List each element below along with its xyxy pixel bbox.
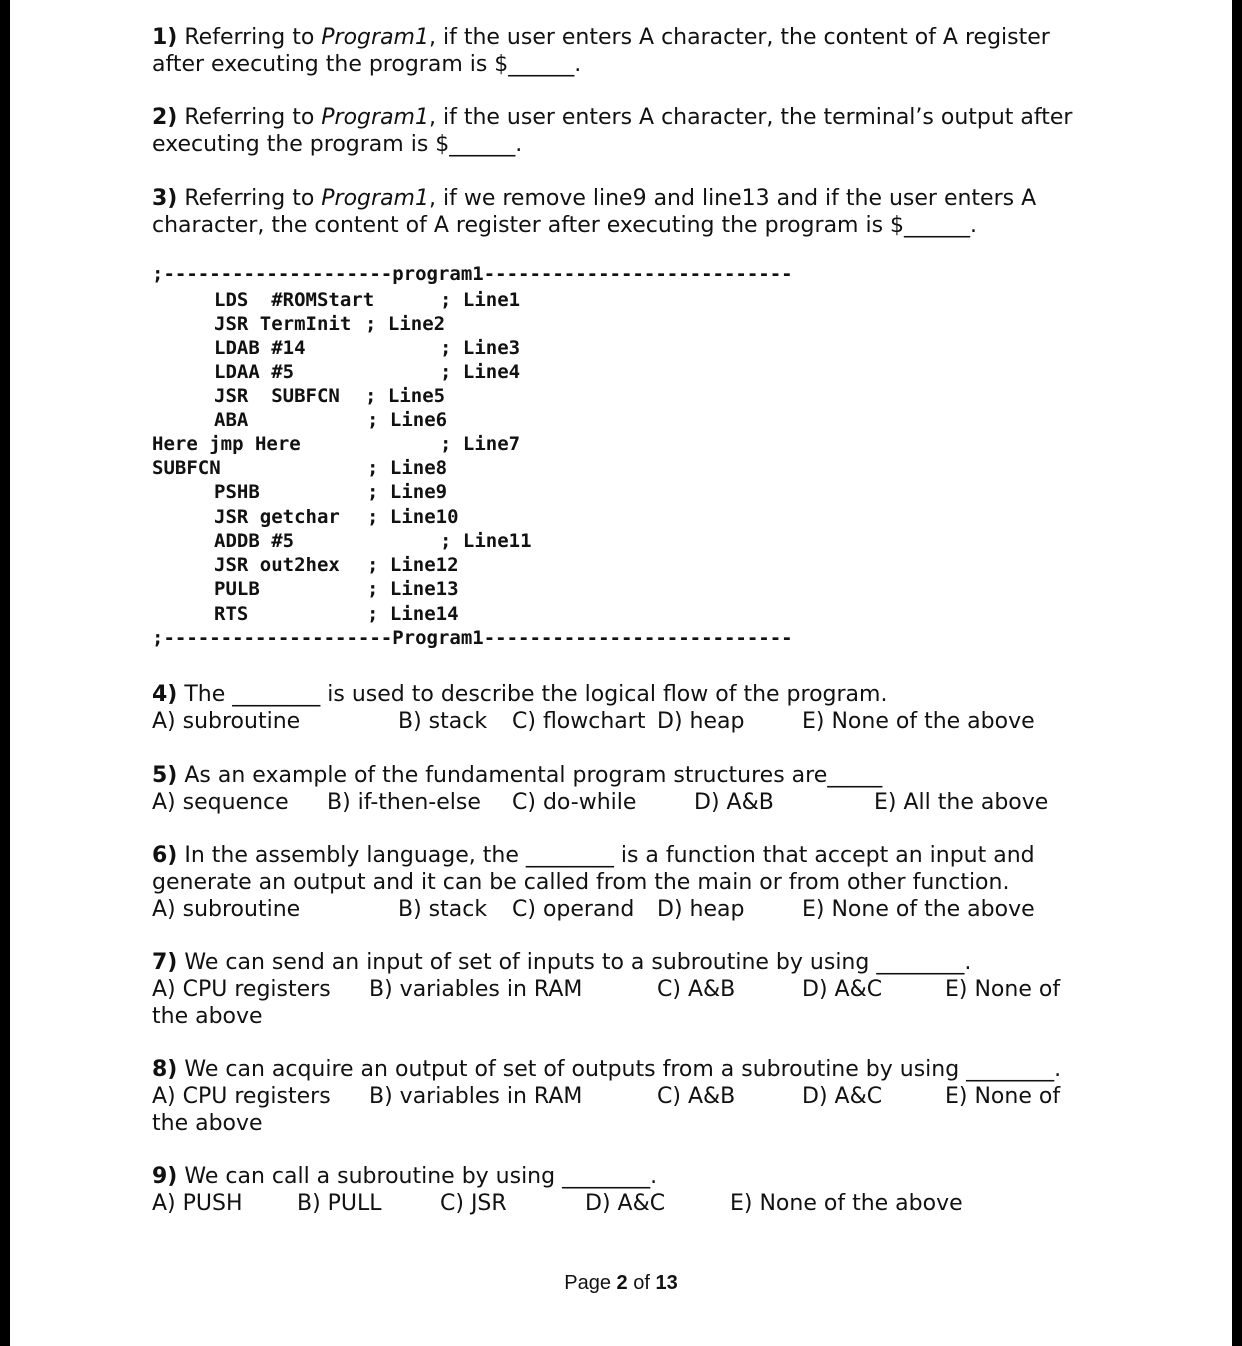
option-e: E) All the above: [874, 790, 1049, 815]
answer-options: [152, 708, 1192, 735]
answer-options: [152, 976, 1192, 1003]
question-4: 4) The ________ is used to describe the logical flow of the program. A) subroutine B) stack C) flowchart D) heap E) None of the above: [152, 681, 1192, 735]
option-c: C) JSR: [440, 1191, 507, 1216]
page-total: 13: [655, 1272, 678, 1294]
option-c: C) A&B: [657, 977, 736, 1002]
code-label: SUBFCN: [152, 457, 221, 479]
question-5: 5) As an example of the fundamental program structures are_____ A) sequence B) if-then-else C) do-while D) A&B E) All the above: [152, 762, 1192, 816]
question-7: 7) We can send an input of set of inputs to a subroutine by using ________. A) CPU registers B) variables in RAM C) A&B D) A&C E) None of the above: [152, 949, 1192, 1030]
page-footer: Page 2 of 13: [564, 1272, 678, 1294]
answer-options: [152, 1190, 1192, 1217]
code-comment: ; Line9: [367, 481, 448, 503]
code-comment: ; Line7: [440, 433, 521, 455]
code-instr: PULB: [214, 578, 260, 600]
code-instr: LDAB #14: [214, 337, 306, 359]
option-b: B) variables in RAM: [369, 1084, 583, 1109]
code-instr: ADDB #5: [214, 530, 295, 552]
code-comment: ; Line8: [367, 457, 448, 479]
option-e: E) None of the above: [802, 709, 1035, 734]
code-comment: ; Line1: [440, 289, 521, 311]
program1-listing: [152, 262, 793, 662]
option-e: E) None of: [945, 977, 1061, 1002]
option-e: E) None of: [945, 1084, 1061, 1109]
option-b: B) if-then-else: [327, 790, 481, 815]
option-b: B) stack: [398, 897, 488, 922]
answer-options: [152, 1083, 1192, 1110]
code-comment: ; Line3: [440, 337, 521, 359]
code-instr: PSHB: [214, 481, 260, 503]
program-header: ;--------------------program1---------------------------: [152, 263, 793, 285]
code-instr: JSR getchar: [214, 506, 340, 528]
code-comment: ; Line13: [367, 578, 459, 600]
question-number: 6): [152, 843, 178, 868]
option-a: A) subroutine: [152, 709, 301, 734]
option-b: B) stack: [398, 709, 488, 734]
question-number: 4): [152, 682, 178, 707]
code-instr: JSR TermInit: [214, 313, 352, 335]
option-d: D) A&B: [694, 790, 774, 815]
question-6: 6) In the assembly language, the ________ is a function that accept an input and generate an output and it can be called from the main or from other function. A) subroutine B) stack C) operand D) heap E) None of the above: [152, 842, 1192, 923]
option-d: D) heap: [657, 709, 745, 734]
option-c: C) flowchart: [512, 709, 646, 734]
option-b: B) variables in RAM: [369, 977, 583, 1002]
option-c: C) do-while: [512, 790, 637, 815]
question-number: 7): [152, 950, 178, 975]
question-1: 1) Referring to Program1, if the user enters A character, the content of A register after executing the program is $______.: [152, 25, 1050, 77]
option-d: D) A&C: [585, 1191, 666, 1216]
code-comment: ; Line2: [365, 313, 446, 335]
question-3: 3) Referring to Program1, if we remove line9 and line13 and if the user enters A character, the content of A register after executing the program is $______.: [152, 186, 1037, 238]
option-a: A) subroutine: [152, 897, 301, 922]
code-label: Here jmp Here: [152, 433, 301, 455]
document-page: [10, 0, 1232, 1346]
code-instr: LDS #ROMStart: [214, 289, 375, 311]
option-a: A) sequence: [152, 790, 289, 815]
option-a: A) CPU registers: [152, 1084, 331, 1109]
code-comment: ; Line4: [440, 361, 521, 383]
option-c: C) operand: [512, 897, 635, 922]
question-8: 8) We can acquire an output of set of outputs from a subroutine by using ________. A) CPU registers B) variables in RAM C) A&B D) A&C E) None of the above: [152, 1056, 1192, 1137]
question-number: 2): [152, 105, 178, 130]
code-comment: ; Line12: [367, 554, 459, 576]
option-c: C) A&B: [657, 1084, 736, 1109]
option-e: E) None of the above: [802, 897, 1035, 922]
answer-options: [152, 789, 1192, 816]
option-d: D) heap: [657, 897, 745, 922]
program-footer: ;--------------------Program1---------------------------: [152, 627, 793, 649]
option-d: D) A&C: [802, 977, 883, 1002]
code-instr: LDAA #5: [214, 361, 295, 383]
option-e: E) None of the above: [730, 1191, 963, 1216]
code-comment: ; Line5: [365, 385, 446, 407]
code-instr: JSR out2hex: [214, 554, 340, 576]
code-comment: ; Line6: [367, 409, 448, 431]
page-number: 2: [616, 1272, 628, 1294]
option-a: A) PUSH: [152, 1191, 243, 1216]
question-9: 9) We can call a subroutine by using ________. A) PUSH B) PULL C) JSR D) A&C E) None of the above: [152, 1163, 1192, 1217]
question-2: 2) Referring to Program1, if the user enters A character, the terminal’s output after executing the program is $______.: [152, 105, 1073, 157]
code-instr: ABA: [214, 409, 249, 431]
question-number: 1): [152, 25, 178, 50]
question-number: 9): [152, 1164, 178, 1189]
question-number: 3): [152, 186, 178, 211]
option-b: B) PULL: [297, 1191, 382, 1216]
question-number: 8): [152, 1057, 178, 1082]
code-comment: ; Line11: [440, 530, 532, 552]
option-d: D) A&C: [802, 1084, 883, 1109]
code-instr: RTS: [214, 603, 249, 625]
question-number: 5): [152, 763, 178, 788]
answer-options: [152, 896, 1192, 923]
option-a: A) CPU registers: [152, 977, 331, 1002]
code-instr: JSR SUBFCN: [214, 385, 340, 407]
code-comment: ; Line10: [367, 506, 459, 528]
code-comment: ; Line14: [367, 603, 459, 625]
